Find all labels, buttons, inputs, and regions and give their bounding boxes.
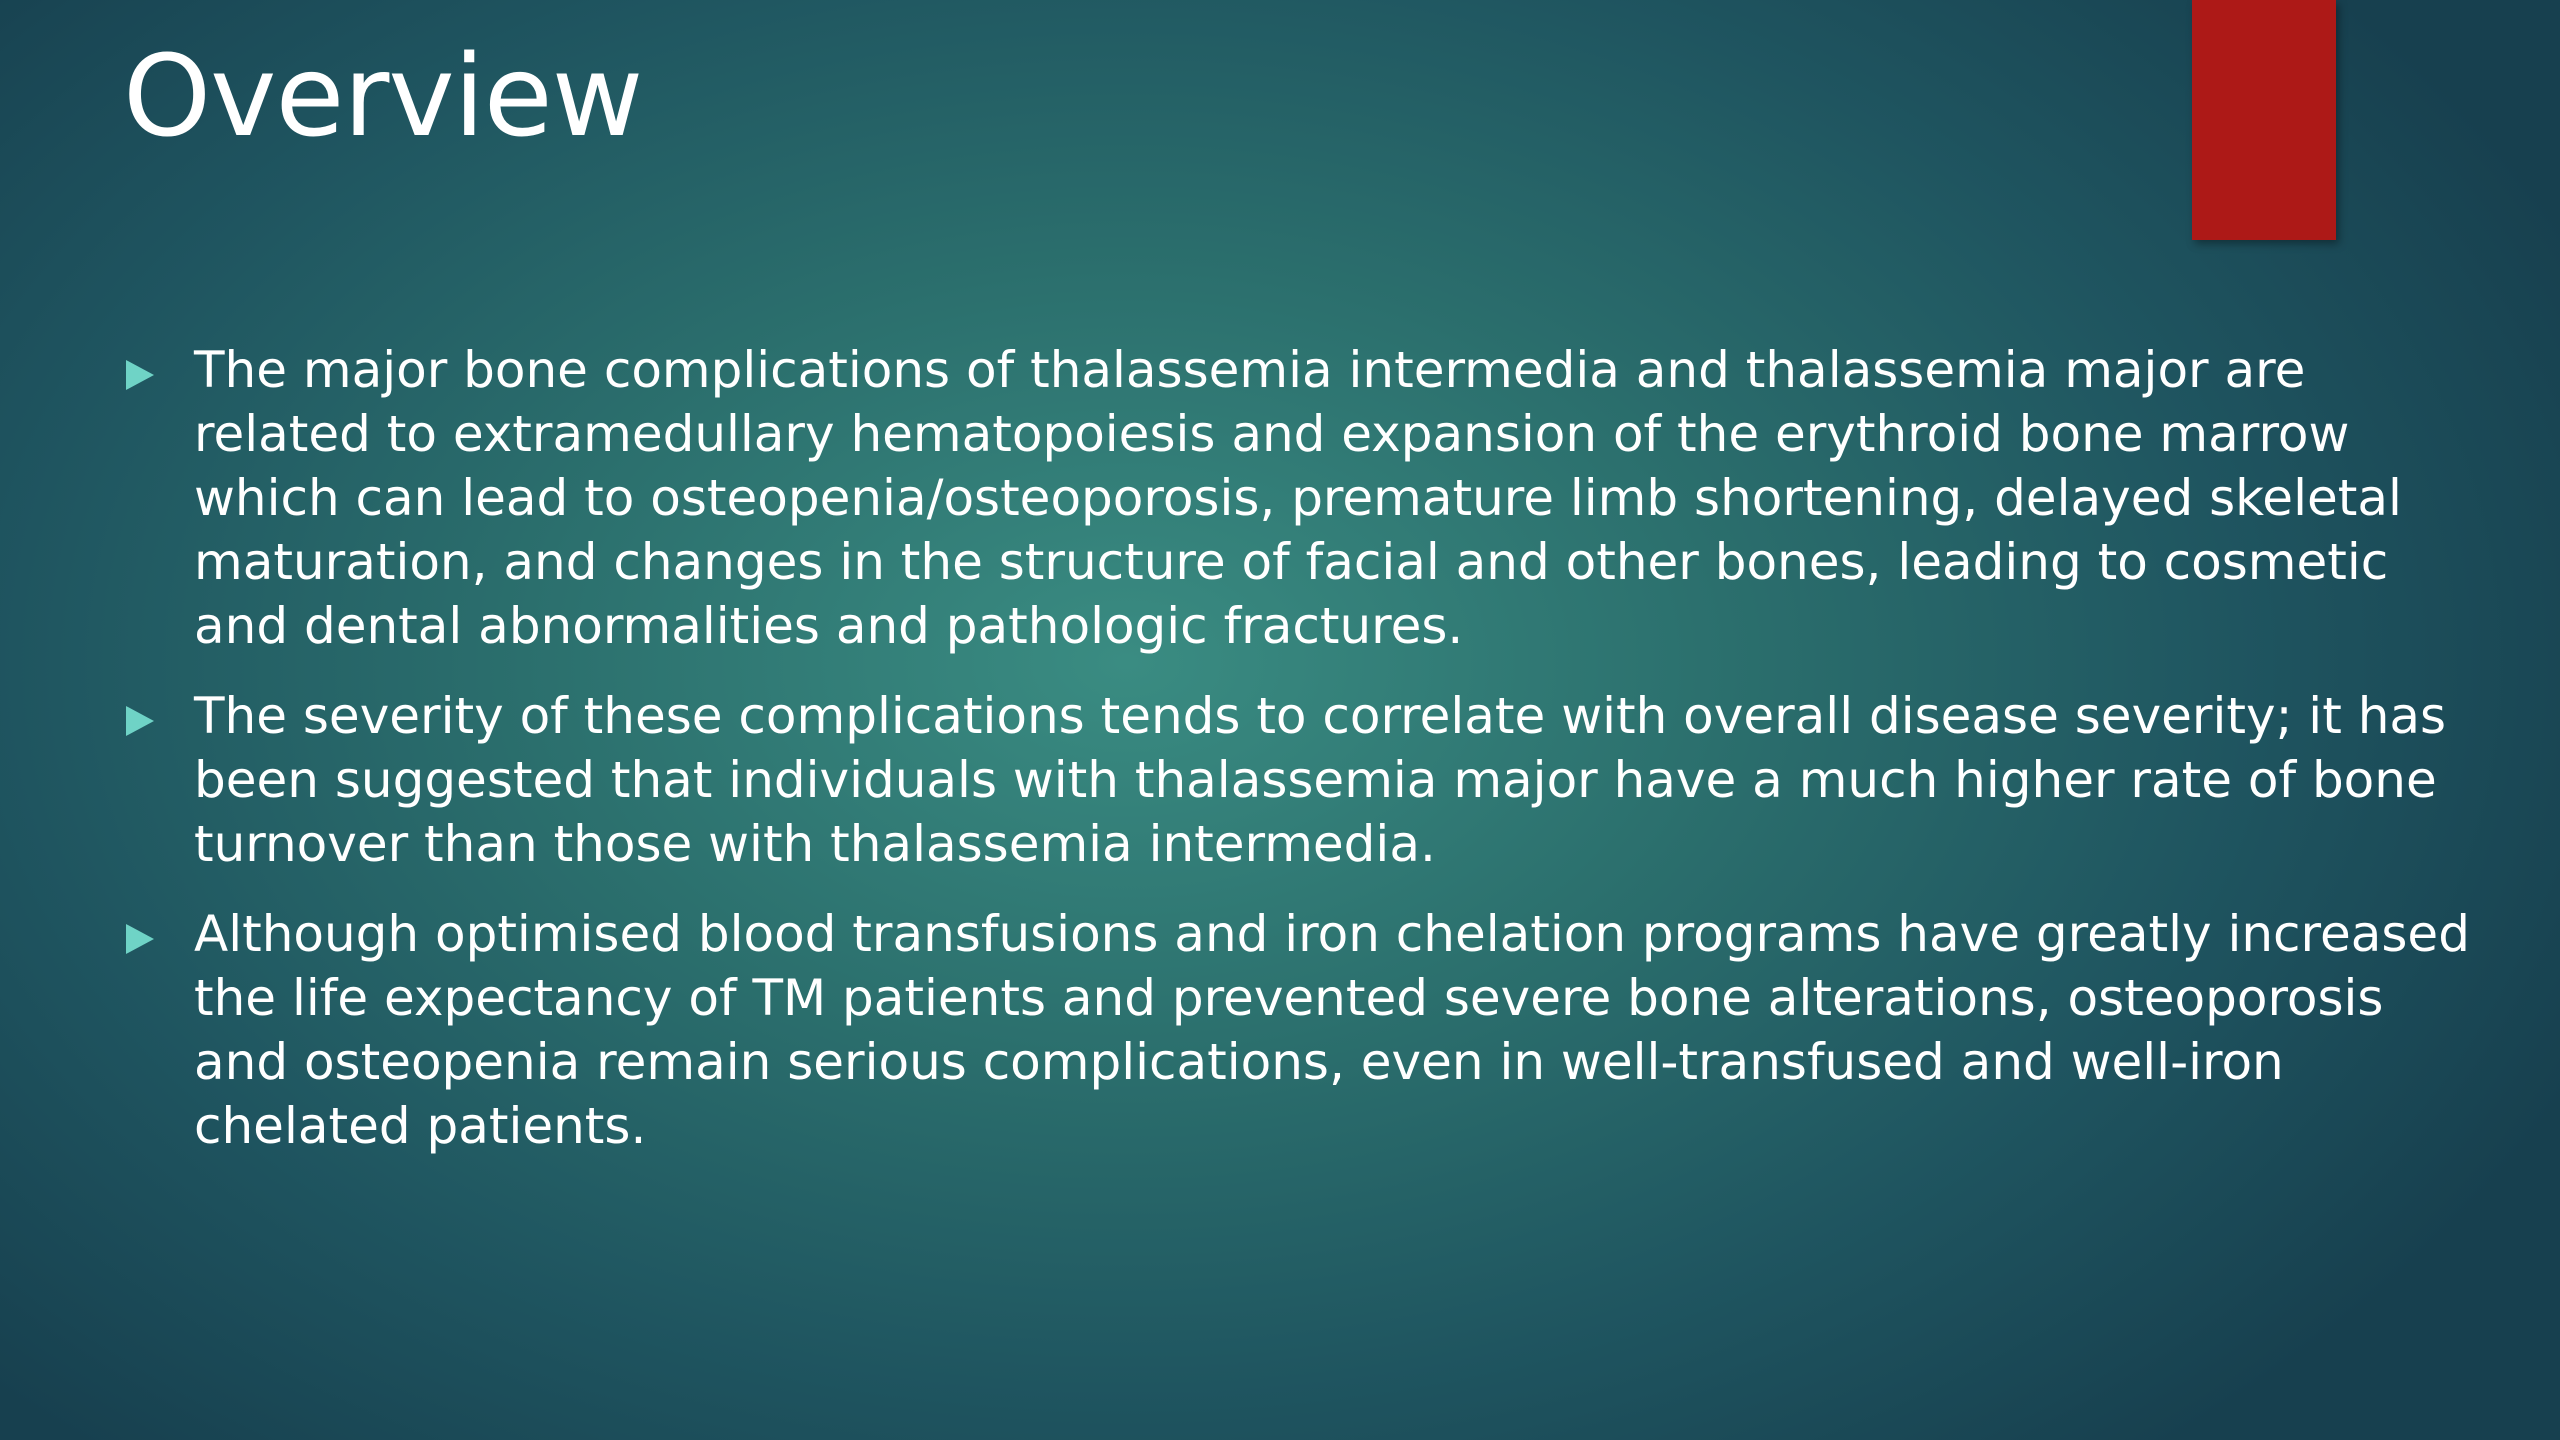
bullet-item: [118, 338, 2488, 658]
triangle-right-icon: [126, 360, 154, 390]
slide-title: Overview: [123, 32, 643, 162]
bullet-text: The severity of these complications tends to correlate with overall disease severity; it has been suggested that individuals with thalassemia major have a much higher rate of bone turnover than those with thalassemia intermedia.: [194, 687, 2447, 873]
bullet-item: [118, 902, 2488, 1158]
bullet-text: Although optimised blood transfusions and iron chelation programs have greatly increased the life expectancy of TM patients and prevented severe bone alterations, osteoporosis and osteopenia remain serious complications, even in well-transfused and well-iron chelated patients.: [194, 905, 2470, 1155]
accent-bar: [2192, 0, 2336, 240]
bullet-item: [118, 684, 2488, 876]
bullet-text: The major bone complications of thalassemia intermedia and thalassemia major are related to extramedullary hematopoiesis and expansion of the erythroid bone marrow which can lead to osteopenia/osteoporosis, premature limb shortening, delayed skeletal maturation, and changes in the structure of facial and other bones, leading to cosmetic and dental abnormalities and pathologic fractures.: [194, 341, 2402, 655]
triangle-right-icon: [126, 924, 154, 954]
bullet-list: [118, 338, 2488, 1184]
triangle-right-icon: [126, 706, 154, 736]
